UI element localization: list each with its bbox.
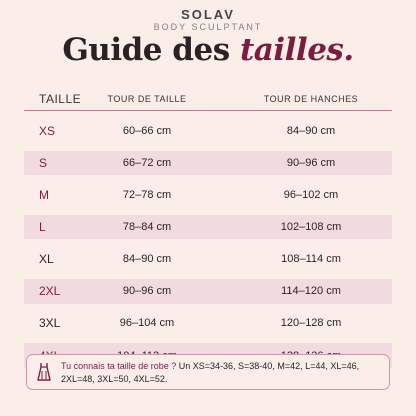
brand-name: SOLAV xyxy=(181,7,235,22)
table-header xyxy=(24,88,392,111)
table-row xyxy=(24,215,392,240)
table-row xyxy=(24,151,392,176)
brand-tagline: BODY SCULPTANT xyxy=(153,22,263,32)
hips-cell: 102–108 cm xyxy=(280,221,342,234)
header-waist: TOUR DE TAILLE xyxy=(107,94,187,104)
size-cell: XL xyxy=(39,252,54,267)
page-title xyxy=(0,32,416,68)
dress-icon xyxy=(35,362,53,382)
waist-cell: 90–96 cm xyxy=(122,285,172,298)
table-row xyxy=(24,311,392,336)
hips-cell: 90–96 cm xyxy=(286,156,336,169)
hips-cell: 108–114 cm xyxy=(281,253,341,266)
table-row xyxy=(24,183,392,208)
hips-cell: 96–102 cm xyxy=(283,189,339,202)
waist-cell: 84–90 cm xyxy=(122,253,172,266)
size-cell: XS xyxy=(39,123,56,138)
header-size: TAILLE xyxy=(39,92,82,106)
note-answer: Un XS=34-36, S=38-40, M=42, L=44, XL=46, 2XL=48, 3XL=50, 4XL=52. xyxy=(61,361,360,384)
waist-cell: 60–66 cm xyxy=(122,124,172,137)
dress-size-note xyxy=(26,354,390,390)
title-accent: tailles. xyxy=(239,32,354,68)
hips-cell: 114–120 cm xyxy=(281,285,341,298)
waist-cell: 66–72 cm xyxy=(122,156,172,169)
hips-cell: 120–128 cm xyxy=(280,317,342,330)
header-hips: TOUR DE HANCHES xyxy=(263,94,359,104)
waist-cell: 96–104 cm xyxy=(119,317,175,330)
size-cell: 3XL xyxy=(39,316,61,331)
hips-cell: 84–90 cm xyxy=(286,124,336,137)
table-row xyxy=(24,119,392,144)
size-cell: M xyxy=(39,188,49,203)
note-question: Tu connais ta taille de robe ? xyxy=(61,361,177,371)
size-cell: S xyxy=(39,155,48,170)
waist-cell: 78–84 cm xyxy=(122,221,172,234)
title-main: Guide des xyxy=(62,32,240,68)
table-row xyxy=(24,247,392,272)
note-text xyxy=(61,360,381,386)
size-cell: 2XL xyxy=(39,284,61,299)
size-cell: L xyxy=(39,220,46,235)
table-row xyxy=(24,279,392,304)
size-table xyxy=(24,88,392,368)
waist-cell: 72–78 cm xyxy=(122,189,172,202)
